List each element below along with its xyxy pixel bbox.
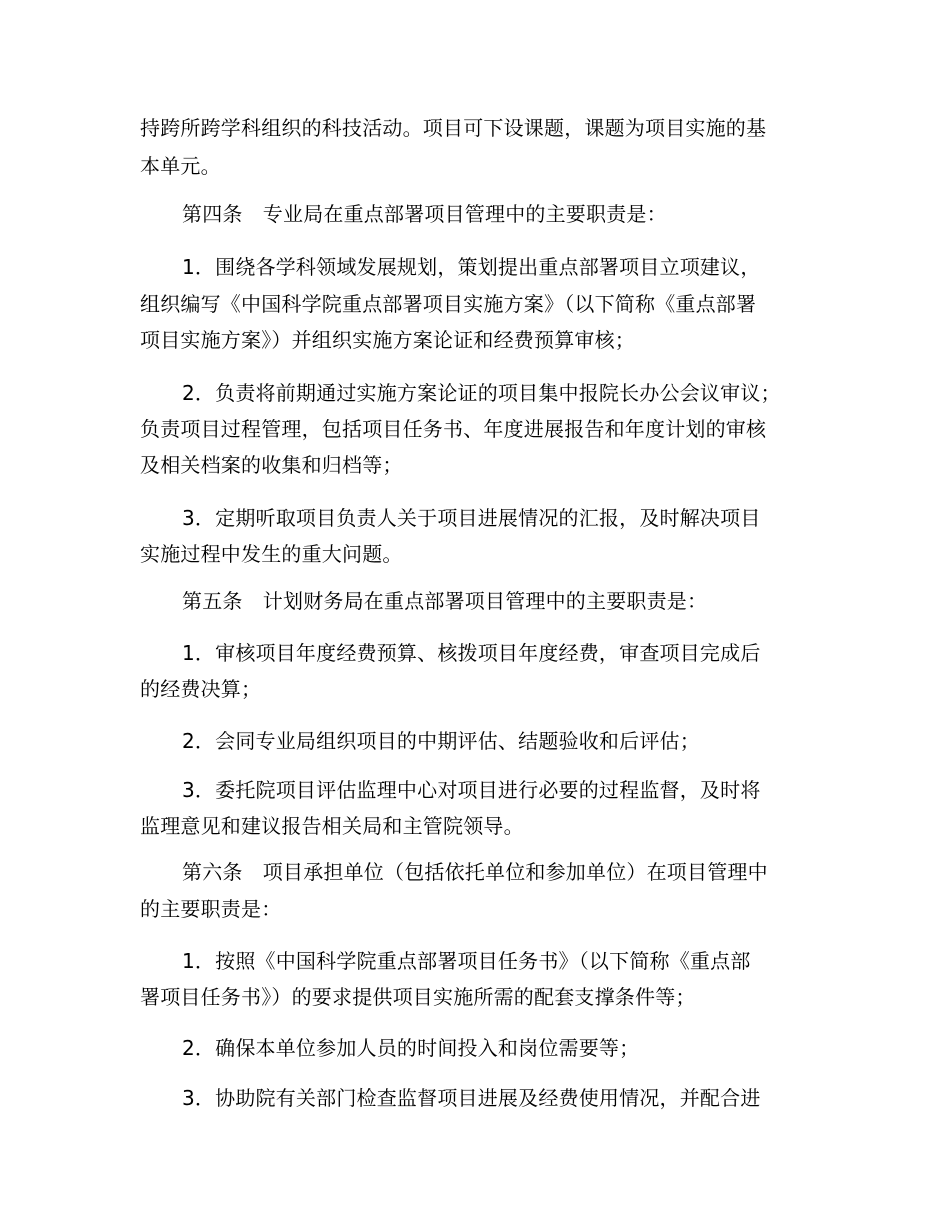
article-heading-4: 第四条 专业局在重点部署项目管理中的主要职责是： — [182, 202, 667, 226]
text-line: 2．负责将前期通过实施方案论证的项目集中报院长办公会议审议； — [182, 381, 781, 405]
text-line: 署项目任务书》）的要求提供项目实施所需的配套支撑条件等； — [140, 985, 696, 1009]
article-heading-5: 第五条 计划财务局在重点部署项目管理中的主要职责是： — [182, 589, 708, 613]
text-line: 1．围绕各学科领域发展规划，策划提出重点部署项目立项建议， — [182, 255, 761, 279]
text-line: 本单元。 — [140, 154, 221, 178]
text-line: 实施过程中发生的重大问题。 — [140, 542, 403, 566]
text-line: 1．审核项目年度经费预算、核拨项目年度经费，审查项目完成后 — [182, 641, 761, 665]
text-line: 持跨所跨学科组织的科技活动。项目可下设课题，课题为项目实施的基 — [140, 116, 767, 140]
text-line: 1．按照《中国科学院重点部署项目任务书》（以下简称《重点部 — [182, 949, 751, 973]
text-line: 及相关档案的收集和归档等； — [140, 453, 403, 477]
text-line: 的主要职责是： — [140, 897, 282, 921]
text-line: 组织编写《中国科学院重点部署项目实施方案》（以下简称《重点部署 — [140, 292, 757, 316]
text-line: 的经费决算； — [140, 677, 262, 701]
text-line: 2．确保本单位参加人员的时间投入和岗位需要等； — [182, 1036, 640, 1060]
text-line: 3．委托院项目评估监理中心对项目进行必要的过程监督，及时将 — [182, 778, 761, 802]
text-line: 3．协助院有关部门检查监督项目进展及经费使用情况，并配合进 — [182, 1086, 761, 1110]
article-heading-6: 第六条 项目承担单位（包括依托单位和参加单位）在项目管理中 — [182, 860, 768, 884]
text-line: 3．定期听取项目负责人关于项目进展情况的汇报，及时解决项目 — [182, 506, 761, 530]
text-line: 监理意见和建议报告相关局和主管院领导。 — [140, 814, 524, 838]
text-line: 2．会同专业局组织项目的中期评估、结题验收和后评估； — [182, 729, 700, 753]
text-line: 项目实施方案》）并组织实施方案论证和经费预算审核； — [140, 328, 635, 352]
text-line: 负责项目过程管理，包括项目任务书、年度进展报告和年度计划的审核 — [140, 417, 767, 441]
